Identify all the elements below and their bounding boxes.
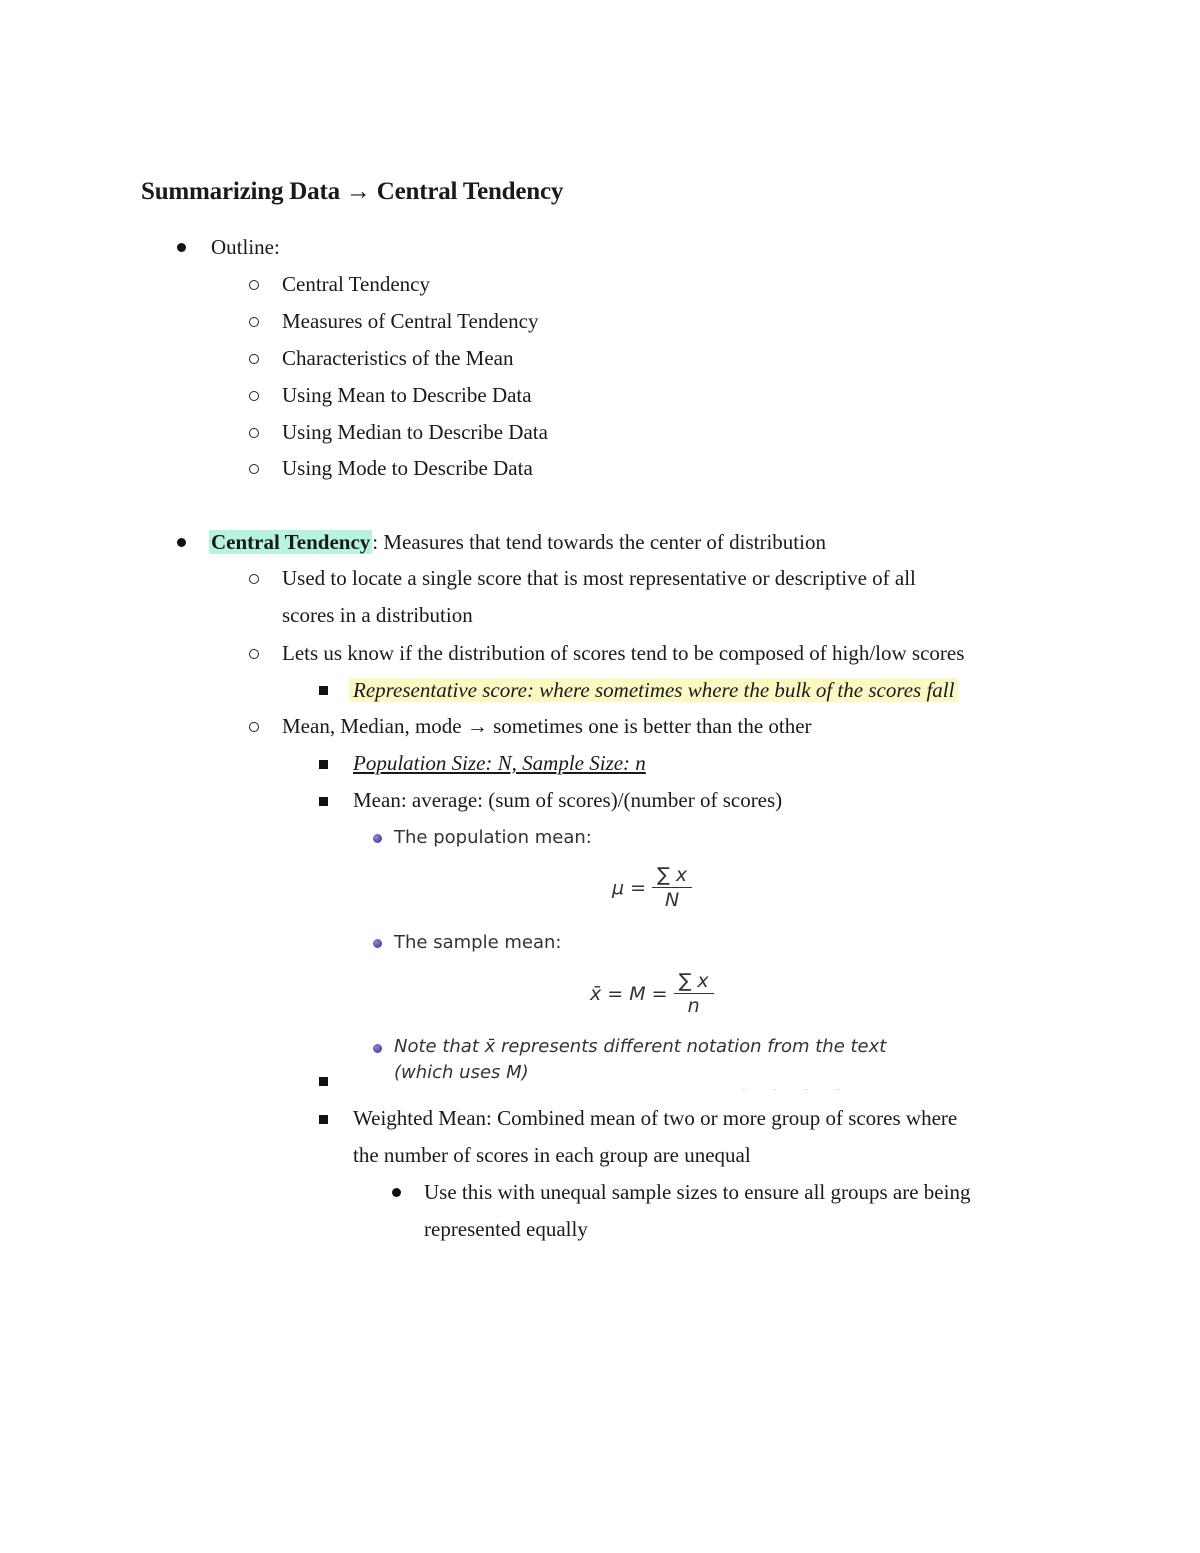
faded-dashes: ----: [742, 1084, 868, 1095]
page-title: Summarizing Data → Central Tendency: [141, 178, 564, 205]
outline-label: Outline:: [211, 235, 280, 259]
central-sub2-note: [349, 672, 958, 709]
sample-mean-lhs: x̄ = M =: [590, 982, 668, 1005]
bullet-outline-item: [249, 354, 259, 364]
notation-note-line1: Note that x̄ represents different notation from the text: [394, 1036, 887, 1057]
mean-formula-figure: [368, 818, 908, 1090]
sample-mean-numerator: ∑ x: [678, 970, 709, 992]
central-sub1-line1: Used to locate a single score that is most representative or descriptive of all: [282, 566, 916, 590]
sample-mean-denominator: n: [687, 995, 700, 1017]
outline-item-1: Central Tendency: [282, 272, 431, 296]
bullet-square: [319, 686, 328, 695]
outline-item-6: Using Mode to Describe Data: [282, 456, 533, 480]
bullet-central: [177, 538, 186, 547]
bullet-square: [319, 1077, 328, 1086]
outline-item-4: Using Mean to Describe Data: [282, 383, 532, 407]
bullet-weighted-sub: [392, 1188, 401, 1197]
notation-note-line2: (which uses M): [394, 1062, 529, 1083]
bullet-sub: [249, 722, 259, 732]
population-mean-label: The population mean:: [394, 827, 592, 848]
figure-bullet: [373, 1044, 382, 1053]
central-sub3: Mean, Median, mode → sometimes one is better than the other: [282, 714, 812, 738]
bullet-square: [319, 760, 328, 769]
population-mean-numerator: ∑ x: [657, 864, 688, 886]
bullet-outline: [177, 243, 186, 252]
population-mean-denominator: N: [664, 889, 680, 911]
mean-definition: Mean: average: (sum of scores)/(number of scores): [353, 788, 783, 812]
central-sub1-line2: scores in a distribution: [282, 603, 473, 627]
outline-item-3: Characteristics of the Mean: [282, 346, 514, 370]
sample-mean-formula: [590, 970, 714, 1017]
representative-score-note: Representative score: where sometimes where the bulk of the scores fall: [349, 678, 958, 702]
figure-bullet: [373, 939, 382, 948]
weighted-sub-line1: Use this with unequal sample sizes to ensure all groups are being: [424, 1180, 971, 1204]
weighted-sub-line2: represented equally: [424, 1217, 588, 1241]
weighted-mean-line1: Weighted Mean: Combined mean of two or more group of scores where: [353, 1106, 958, 1130]
bullet-outline-item: [249, 317, 259, 327]
figure-bullet: [373, 834, 382, 843]
central-definition-line: [209, 524, 826, 561]
bullet-outline-item: [249, 280, 259, 290]
sample-mean-label: The sample mean:: [394, 932, 562, 953]
central-sub2: Lets us know if the distribution of scores tend to be composed of high/low scores: [282, 641, 965, 665]
bullet-outline-item: [249, 428, 259, 438]
bullet-square: [319, 1115, 328, 1124]
population-mean-lhs: μ =: [612, 876, 647, 899]
bullet-outline-item: [249, 391, 259, 401]
weighted-mean-line2: the number of scores in each group are unequal: [353, 1143, 751, 1167]
bullet-sub: [249, 574, 259, 584]
outline-item-5: Using Median to Describe Data: [282, 420, 548, 444]
bullet-outline-item: [249, 464, 259, 474]
population-mean-formula: [612, 864, 692, 911]
outline-item-2: Measures of Central Tendency: [282, 309, 539, 333]
central-definition: : Measures that tend towards the center of distribution: [372, 530, 826, 554]
bullet-sub: [249, 649, 259, 659]
sizes-note: Population Size: N, Sample Size: n: [353, 751, 646, 775]
central-term: Central Tendency: [211, 530, 371, 554]
bullet-square: [319, 797, 328, 806]
